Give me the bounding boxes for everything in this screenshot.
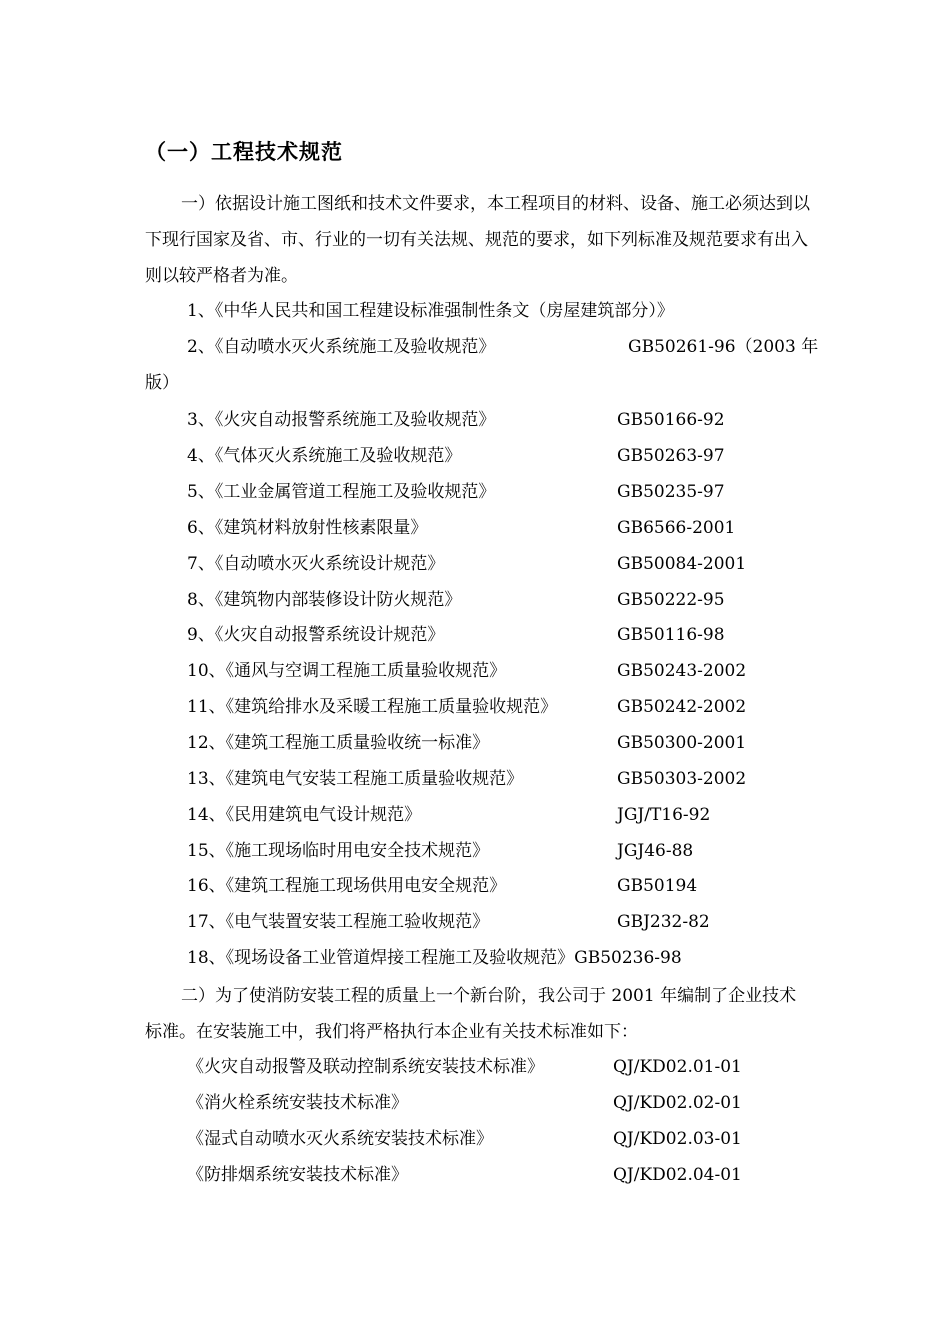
standard-name: 11、《建筑给排水及采暖工程施工质量验收规范》 (187, 697, 558, 717)
standard-code: GB50194 (617, 876, 698, 896)
standard-code: GB50166-92 (617, 410, 725, 430)
standard-code: JGJ46-88 (617, 841, 694, 861)
standard-code: GB50242-2002 (617, 697, 747, 717)
standard-code: JGJ/T16-92 (617, 805, 711, 825)
company-standard-name: 《火灾自动报警及联动控制系统安装技术标准》 (187, 1057, 544, 1077)
standard-name: 8、《建筑物内部装修设计防火规范》 (187, 590, 462, 610)
standard-name: 6、《建筑材料放射性核素限量》 (187, 518, 428, 538)
standard-name: 7、《自动喷水灭火系统设计规范》 (187, 554, 445, 574)
company-standard-code: QJ/KD02.03-01 (613, 1129, 742, 1149)
company-standard-code: QJ/KD02.04-01 (613, 1165, 742, 1185)
standard-name: 9、《火灾自动报警系统设计规范》 (187, 625, 445, 645)
standard-code: GB50235-97 (617, 482, 725, 502)
intro-paragraph: 一）依据设计施工图纸和技术文件要求，本工程项目的材料、设备、施工必须达到以下现行国家及省、市、行业的一切有关法规、规范的要求，如下列标准及规范要求有出入则以较严格者为准。 (145, 194, 810, 286)
standard-code-continuation: 版） (145, 373, 179, 393)
standard-name: 1、《中华人民共和国工程建设标准强制性条文（房屋建筑部分）》 (187, 301, 674, 321)
standard-name: 2、《自动喷水灭火系统施工及验收规范》 (187, 337, 496, 357)
standard-code: GB50222-95 (617, 590, 725, 610)
standard-code: GB50243-2002 (617, 661, 747, 681)
standard-code: GB50084-2001 (617, 554, 747, 574)
standard-code: GB50303-2002 (617, 769, 747, 789)
section-title: （一）工程技术规范 (145, 140, 343, 164)
standard-name: 18、《现场设备工业管道焊接工程施工及验收规范》GB50236-98 (187, 948, 682, 968)
company-standard-code: QJ/KD02.01-01 (613, 1057, 742, 1077)
standard-name: 5、《工业金属管道工程施工及验收规范》 (187, 482, 496, 502)
company-standard-name: 《消火栓系统安装技术标准》 (187, 1093, 408, 1113)
standard-code: GBJ232-82 (617, 912, 710, 932)
standard-code: GB50261-96（2003 年 (628, 337, 819, 357)
standard-name: 12、《建筑工程施工质量验收统一标准》 (187, 733, 490, 753)
standard-name: 15、《施工现场临时用电安全技术规范》 (187, 841, 490, 861)
company-standard-name: 《防排烟系统安装技术标准》 (187, 1165, 408, 1185)
company-paragraph: 二）为了使消防安装工程的质量上一个新台阶，我公司于 2001 年编制了企业技术标准。在安装施工中，我们将严格执行本企业有关技术标准如下： (145, 986, 797, 1042)
standard-name: 14、《民用建筑电气设计规范》 (187, 805, 422, 825)
standard-name: 16、《建筑工程施工现场供用电安全规范》 (187, 876, 507, 896)
standard-name: 3、《火灾自动报警系统施工及验收规范》 (187, 410, 496, 430)
standard-name: 17、《电气装置安装工程施工验收规范》 (187, 912, 490, 932)
standard-name: 10、《通风与空调工程施工质量验收规范》 (187, 661, 507, 681)
standard-name: 13、《建筑电气安装工程施工质量验收规范》 (187, 769, 524, 789)
standard-name: 4、《气体灭火系统施工及验收规范》 (187, 446, 462, 466)
standard-code: GB50263-97 (617, 446, 725, 466)
standard-code: GB50116-98 (617, 625, 725, 645)
company-standard-code: QJ/KD02.02-01 (613, 1093, 742, 1113)
standard-code: GB50300-2001 (617, 733, 747, 753)
standard-code: GB6566-2001 (617, 518, 736, 538)
company-standard-name: 《湿式自动喷水灭火系统安装技术标准》 (187, 1129, 493, 1149)
